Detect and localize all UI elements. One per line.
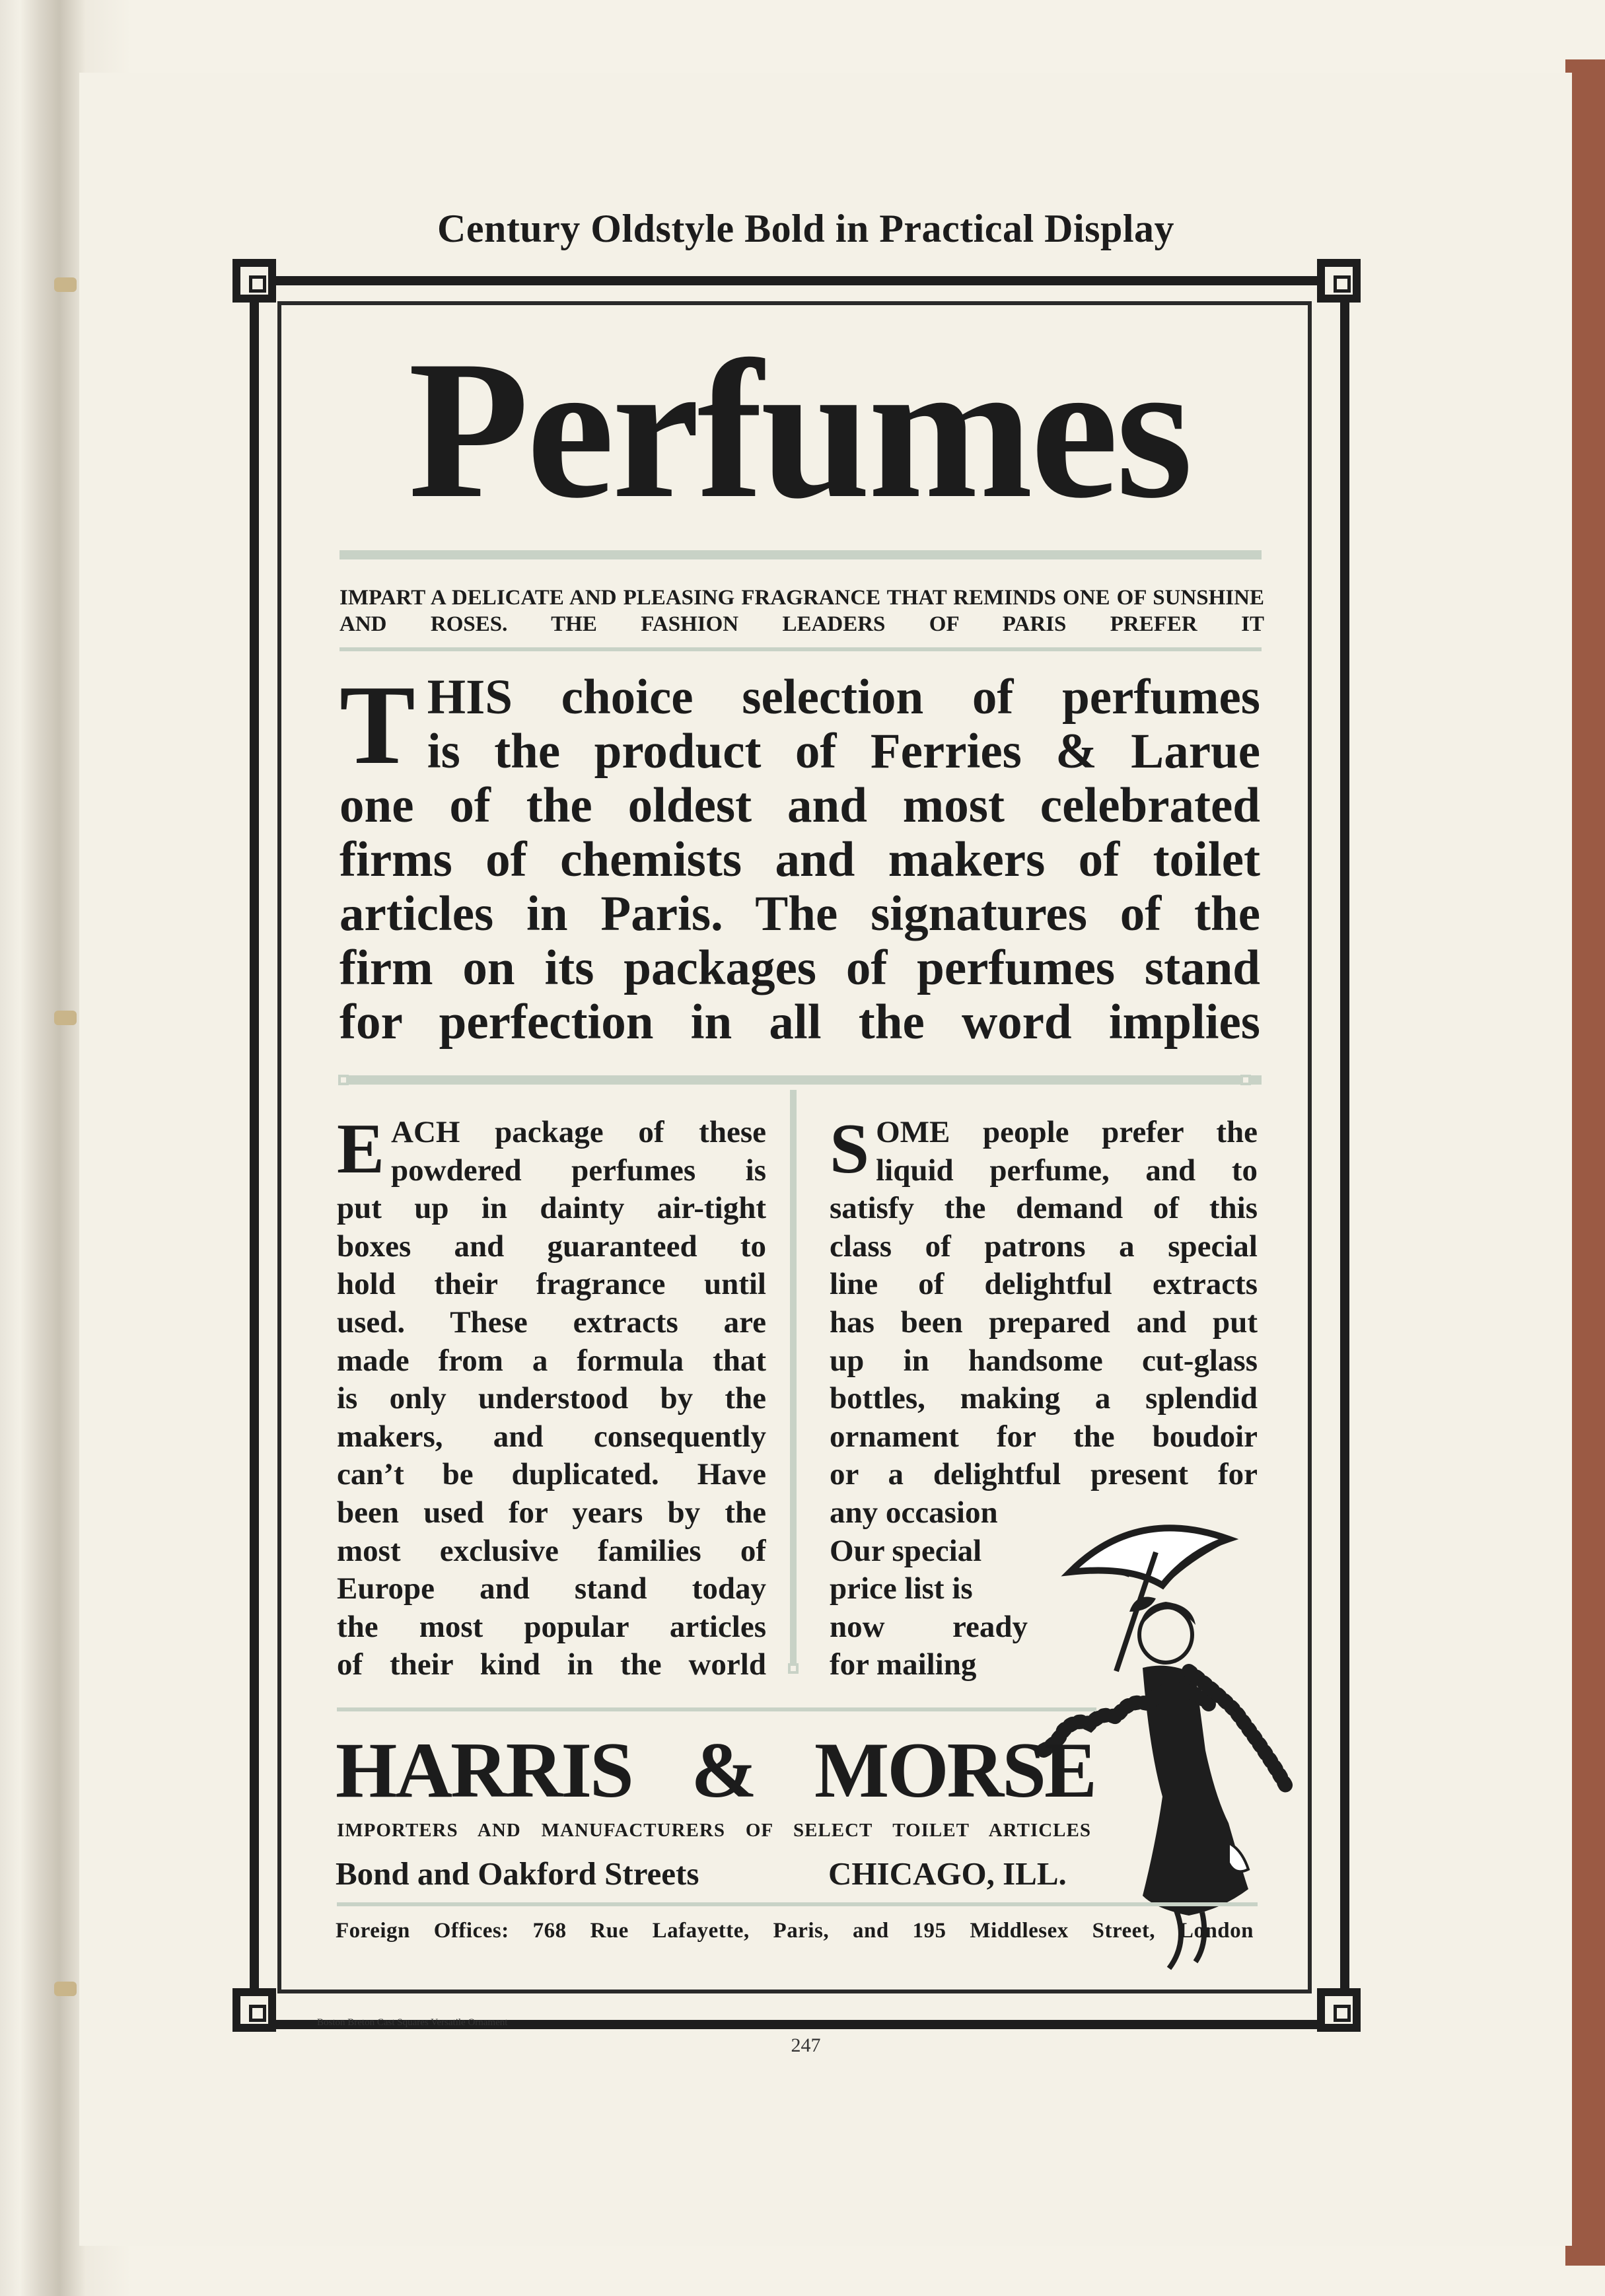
- text-line: is the product of Ferries & Larue: [427, 725, 1260, 779]
- drop-cap: S: [830, 1110, 870, 1188]
- foreign-offices: Foreign Offices: 768 Rue Lafayette, Paris, and 195 Middlesex Street, London: [336, 1919, 1254, 1943]
- rule-under-subtitle: [339, 647, 1262, 651]
- text-line: class of patrons a special: [830, 1229, 1258, 1264]
- text-line: used. These extracts are: [337, 1305, 766, 1340]
- text-line: firms of chemists and makers of toilet: [339, 833, 1260, 887]
- text-line: bottles, making a splendid: [830, 1381, 1258, 1416]
- city-address: CHICAGO, ILL.: [828, 1855, 1067, 1892]
- page-heading: Century Oldstyle Bold in Practical Display: [437, 207, 1174, 250]
- text-line: firm on its packages of perfumes stand: [339, 941, 1260, 995]
- text-line: line of delightful extracts: [830, 1267, 1258, 1302]
- ornament-credit: Boston Breton Cast Squares Versatile Ornament: [317, 2017, 508, 2028]
- corner-ornament-bottom-left: [232, 1988, 276, 2032]
- intro-paragraph: [339, 663, 1260, 1050]
- text-line: one of the oldest and most celebrated: [339, 779, 1260, 833]
- text-line: Our special: [830, 1533, 982, 1568]
- text-line: boxes and guaranteed to: [337, 1229, 766, 1264]
- rule-end-ornament: [338, 1075, 349, 1085]
- text-line: put up in dainty air-tight: [337, 1191, 766, 1226]
- text-line: powdered perfumes is: [391, 1153, 766, 1188]
- rule-above-foreign-offices: [337, 1902, 1258, 1906]
- text-line: price list is: [830, 1571, 973, 1606]
- rule-end-ornament: [1240, 1075, 1251, 1085]
- text-line: makers, and consequently: [337, 1419, 766, 1454]
- text-line: liquid perfume, and to: [876, 1153, 1258, 1188]
- text-line: ACH package of these: [391, 1115, 766, 1149]
- page-number: 247: [791, 2034, 821, 2056]
- text-line: been used for years by the: [337, 1495, 766, 1530]
- drop-cap: E: [337, 1110, 385, 1188]
- corner-ornament-top-left: [232, 259, 276, 303]
- rule-under-title: [339, 550, 1262, 559]
- text-line: HIS choice selection of perfumes: [427, 670, 1260, 725]
- text-line: can’t be duplicated. Have: [337, 1457, 766, 1492]
- rule-above-firm: [337, 1707, 1096, 1711]
- text-line: articles in Paris. The signatures of the: [339, 887, 1260, 941]
- text-line: any occasion: [830, 1495, 998, 1530]
- text-line: or a delightful present for: [830, 1457, 1258, 1492]
- text-line: most exclusive families of: [337, 1533, 766, 1568]
- street-address: Bond and Oakford Streets: [336, 1855, 699, 1892]
- text-line: satisfy the demand of this: [830, 1191, 1258, 1226]
- binding-stitch: [54, 1982, 77, 1996]
- column-divider: [790, 1090, 797, 1671]
- corner-ornament-bottom-right: [1317, 1988, 1361, 2032]
- text-line: made from a formula that: [337, 1343, 766, 1378]
- ad-subtitle: IMPART A DELICATE AND PLEASING FRAGRANCE THAT REMINDS ONE OF SUNSHINE AND ROSES. THE FASHION LEADERS OF PARIS PREFER IT: [339, 586, 1264, 636]
- left-column-paragraph: [337, 1110, 766, 1684]
- corner-ornament-top-right: [1317, 259, 1361, 303]
- text-line: the most popular articles: [337, 1609, 766, 1644]
- ad-title: Perfumes: [408, 320, 1191, 539]
- rule-above-columns: [339, 1075, 1262, 1085]
- drop-cap: T: [339, 663, 415, 788]
- text-line: OME people prefer the: [876, 1115, 1258, 1149]
- text-line: for perfection in all the word implies: [339, 995, 1260, 1050]
- text-line: of their kind in the world: [337, 1647, 766, 1682]
- text-line: ornament for the boudoir: [830, 1419, 1258, 1454]
- text-line: Europe and stand today: [337, 1571, 766, 1606]
- text-line: hold their fragrance until: [337, 1267, 766, 1302]
- binding-stitch: [54, 277, 77, 292]
- firm-description: IMPORTERS AND MANUFACTURERS OF SELECT TOILET ARTICLES: [337, 1820, 1091, 1841]
- firm-name: HARRIS & MORSE: [336, 1726, 1095, 1814]
- text-line: is only understood by the: [337, 1381, 766, 1416]
- text-line: for mailing: [830, 1647, 977, 1682]
- text-line: has been prepared and put: [830, 1305, 1258, 1340]
- binding-stitch: [54, 1011, 77, 1025]
- text-line: up in handsome cut-glass: [830, 1343, 1258, 1378]
- text-line: now ready: [830, 1609, 1028, 1644]
- divider-end-ornament: [788, 1663, 799, 1674]
